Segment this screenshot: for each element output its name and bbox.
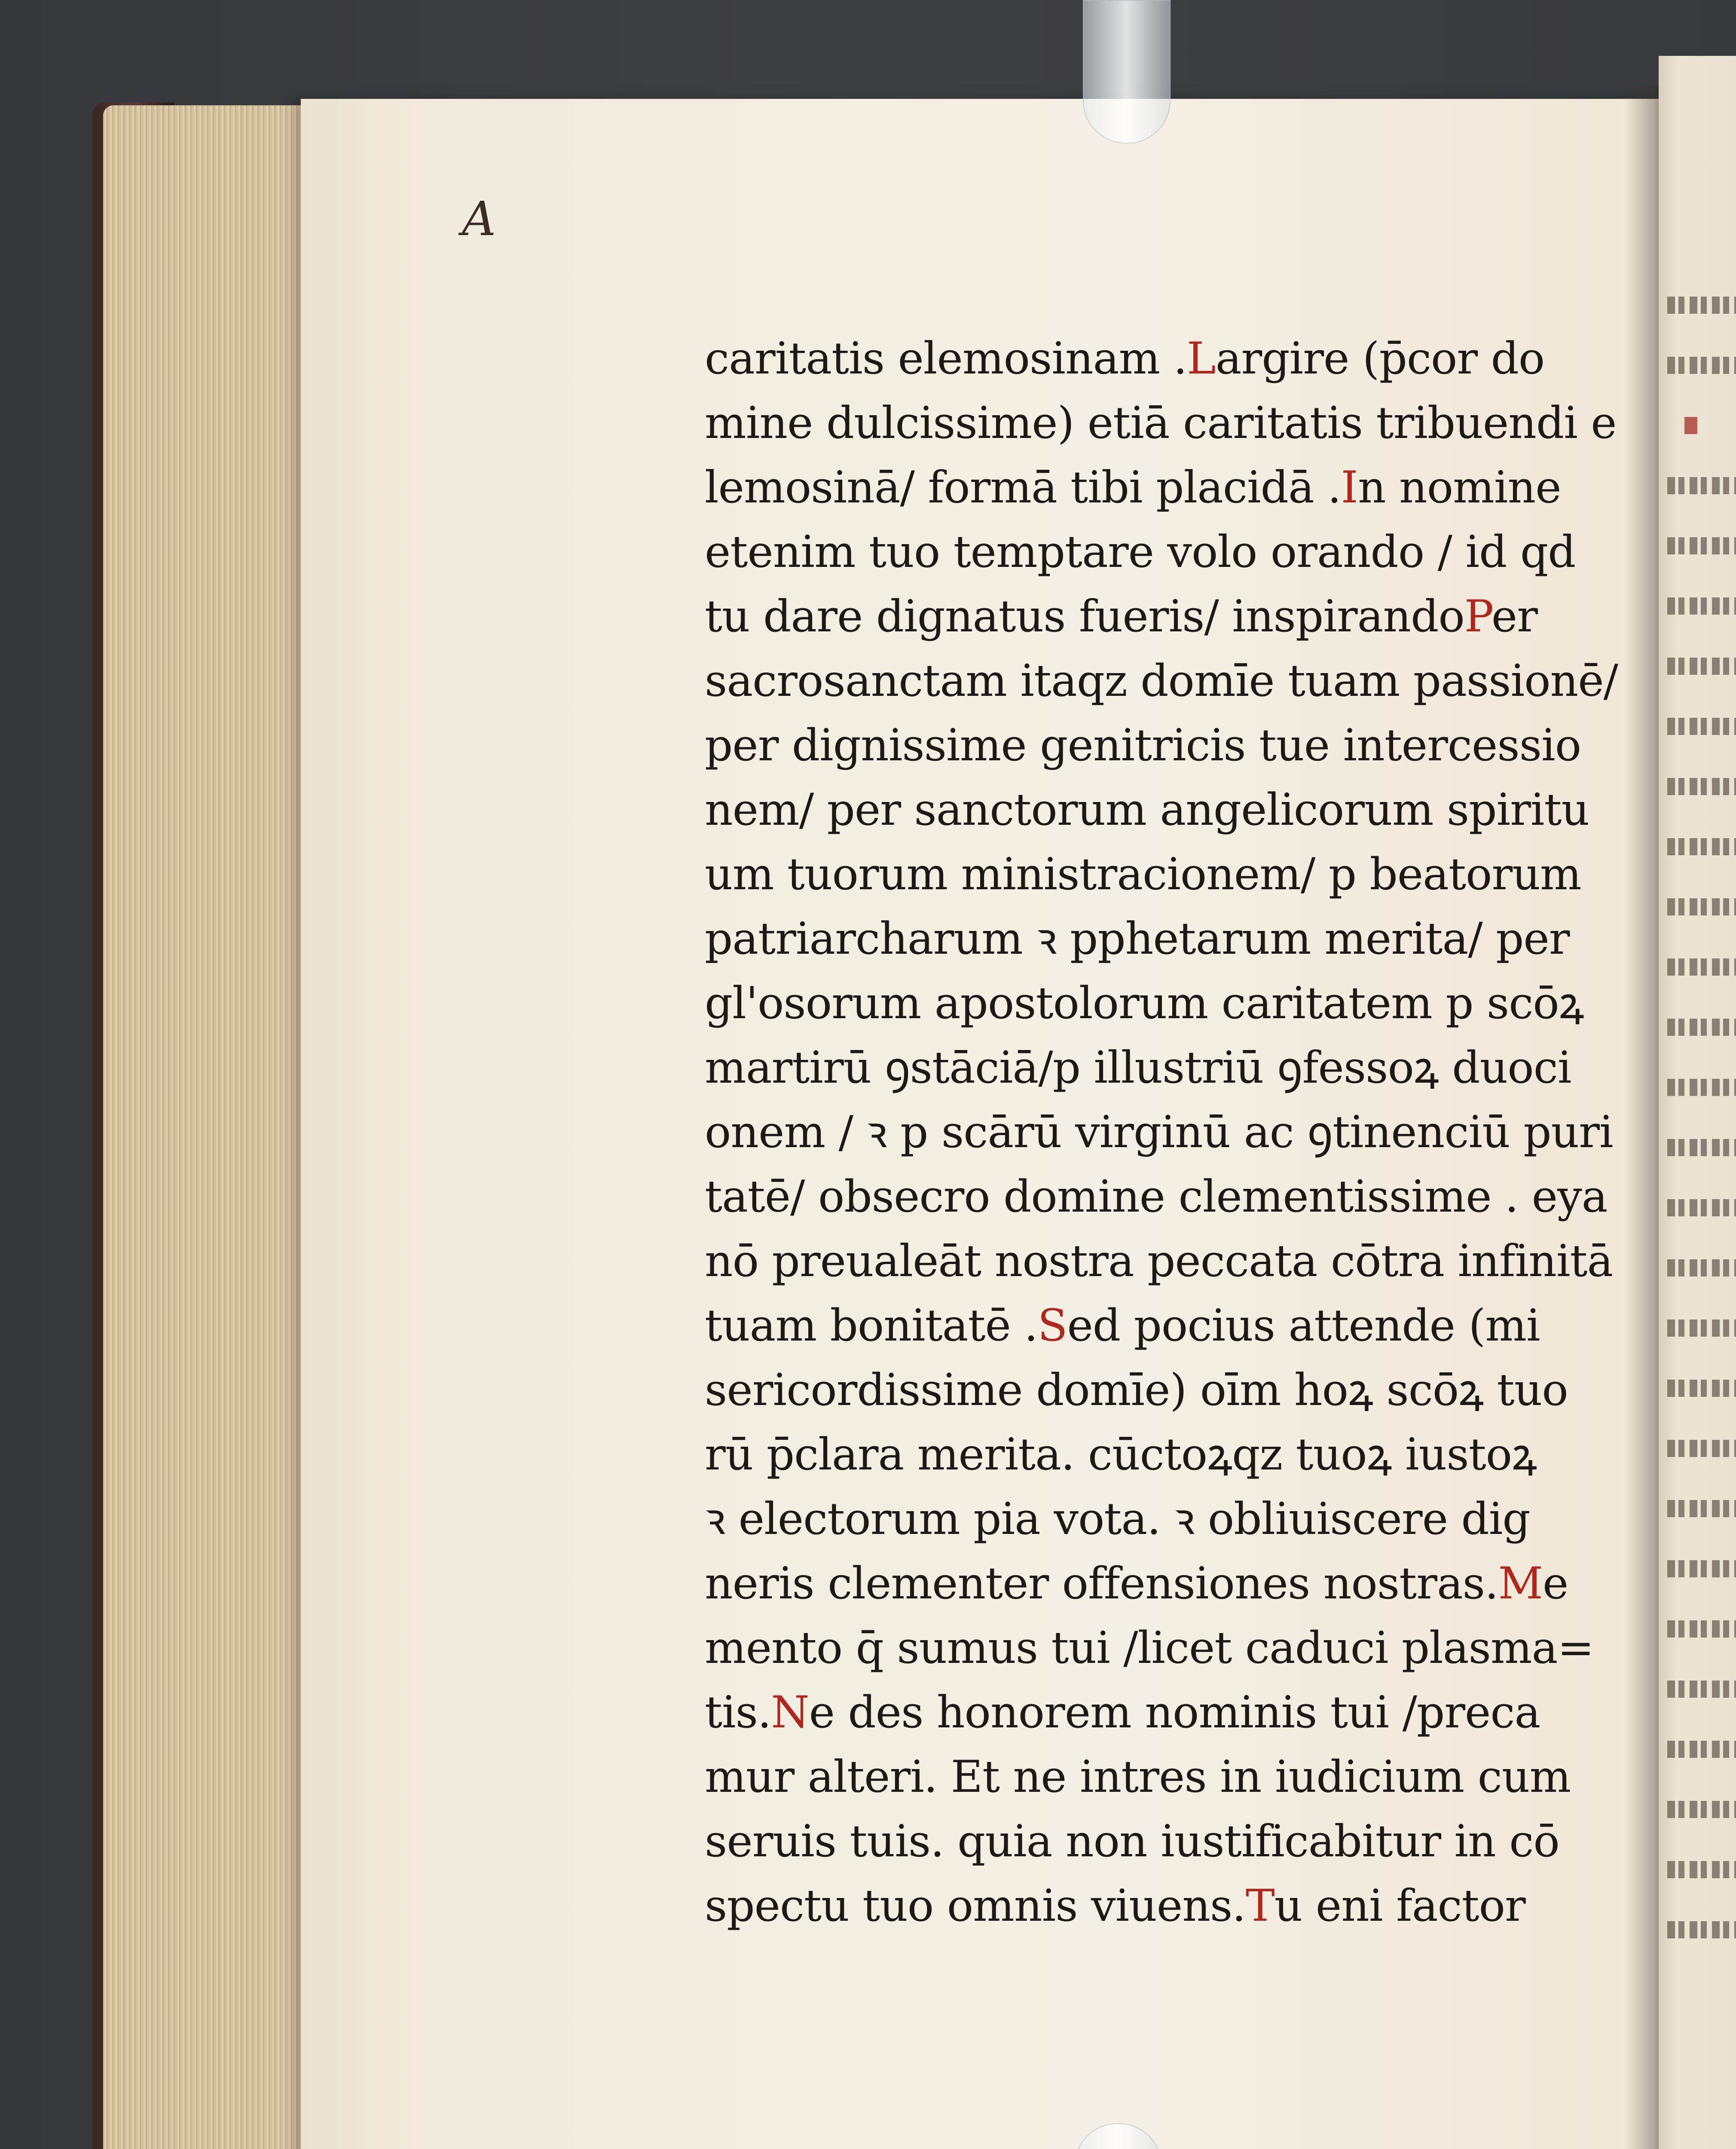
text-line <box>705 327 1577 391</box>
line-text: n nomine <box>1357 462 1561 513</box>
line-text: e <box>1543 1558 1568 1609</box>
text-line <box>705 1745 1577 1809</box>
rubric-initial: I <box>1341 462 1358 513</box>
text-block <box>705 327 1618 1938</box>
line-text: seruis tuis. quia non iustificabitur in cō <box>705 1816 1559 1867</box>
text-line <box>705 1100 1613 1165</box>
rubric-initial: M <box>1498 1558 1543 1609</box>
text-line <box>705 1616 1594 1681</box>
text-line <box>705 842 1581 907</box>
line-text: ꝛ electorum pia vota. ꝛ obliuiscere dig <box>705 1494 1530 1545</box>
rubric-initial: N <box>771 1687 809 1738</box>
line-text: lemosinā/ formā tibi placidā . <box>705 462 1341 513</box>
text-line <box>705 713 1581 778</box>
page-edges <box>103 105 305 2149</box>
line-text: mur alteri. Et ne intres in iudicium cum <box>705 1751 1571 1803</box>
line-text: neris clementer offensiones nostras. <box>705 1558 1498 1609</box>
line-text: mine dulcissime) etiā caritatis tribuendi e <box>705 398 1617 449</box>
line-text: mento q̄ sumus tui /licet caduci plasma= <box>705 1622 1594 1674</box>
text-line <box>705 1487 1577 1552</box>
text-line <box>705 1423 1577 1487</box>
line-text: per dignissime genitricis tue intercessio <box>705 720 1581 771</box>
text-line <box>705 1229 1613 1294</box>
text-line <box>705 1552 1577 1616</box>
text-line <box>705 391 1617 456</box>
rubric-initial: P <box>1464 591 1491 642</box>
line-text: argire (p̄cor do <box>1215 333 1545 384</box>
text-line <box>705 1681 1577 1745</box>
text-line <box>705 1294 1577 1358</box>
facing-page <box>1659 56 1736 2149</box>
line-text: tis. <box>705 1687 771 1738</box>
line-text: tatē/ obsecro domine clementissime . eya <box>705 1171 1608 1222</box>
text-line <box>705 585 1577 649</box>
line-text: caritatis elemosinam . <box>705 333 1187 384</box>
rubric-initial: S <box>1037 1300 1067 1351</box>
text-line <box>705 907 1577 971</box>
line-text: spectu tuo omnis viuens. <box>705 1880 1246 1932</box>
line-text: patriarcharum ꝛ pphetarum merita/ per <box>705 913 1570 964</box>
line-text: rū p̄clara merita. cūctoꝝqz tuoꝝ iustoꝝ <box>705 1429 1537 1480</box>
signature-mark: A <box>462 191 496 246</box>
line-text: nō preualeāt nostra peccata cōtra infinitā <box>705 1236 1613 1287</box>
line-text: u eni factor <box>1274 1880 1525 1932</box>
text-line <box>705 649 1618 713</box>
line-text: ed pocius attende (mi <box>1067 1300 1540 1351</box>
line-text: um tuorum ministracionem/ p beatorum <box>705 849 1581 900</box>
text-line <box>705 1165 1608 1229</box>
text-line <box>705 520 1577 585</box>
text-line <box>705 1358 1577 1423</box>
line-text: sericordissime domīe) oīm hoꝝ scōꝝ tuo <box>705 1365 1568 1416</box>
rubric-initial: L <box>1187 333 1216 384</box>
line-text: gl'osorum apostolorum caritatem p scōꝝ <box>705 978 1584 1029</box>
line-text: tu dare dignatus fueris/ inspirando <box>705 591 1464 642</box>
line-text: etenim tuo temptare volo orando / id qd <box>705 527 1576 578</box>
rubric-initial: T <box>1245 1880 1274 1932</box>
text-line <box>705 971 1584 1036</box>
text-line <box>705 456 1577 520</box>
text-line <box>705 1874 1577 1938</box>
line-text: martirū ꝯstāciā/p illustriū ꝯfessoꝝ duoci <box>705 1042 1571 1093</box>
text-line <box>705 778 1589 842</box>
line-text: er <box>1491 591 1537 642</box>
line-text: nem/ per sanctorum angelicorum spiritu <box>705 784 1589 836</box>
top-page-clip <box>1083 0 1171 144</box>
line-text: tuam bonitatē . <box>705 1300 1038 1351</box>
text-line <box>705 1809 1577 1874</box>
line-text: e des honorem nominis tui /preca <box>809 1687 1540 1738</box>
line-text: sacrosanctam itaqz domīe tuam passionē/ <box>705 655 1618 707</box>
line-text: onem / ꝛ p scārū virginū ac ꝯtinenciū puri <box>705 1107 1613 1158</box>
text-line <box>705 1036 1577 1100</box>
